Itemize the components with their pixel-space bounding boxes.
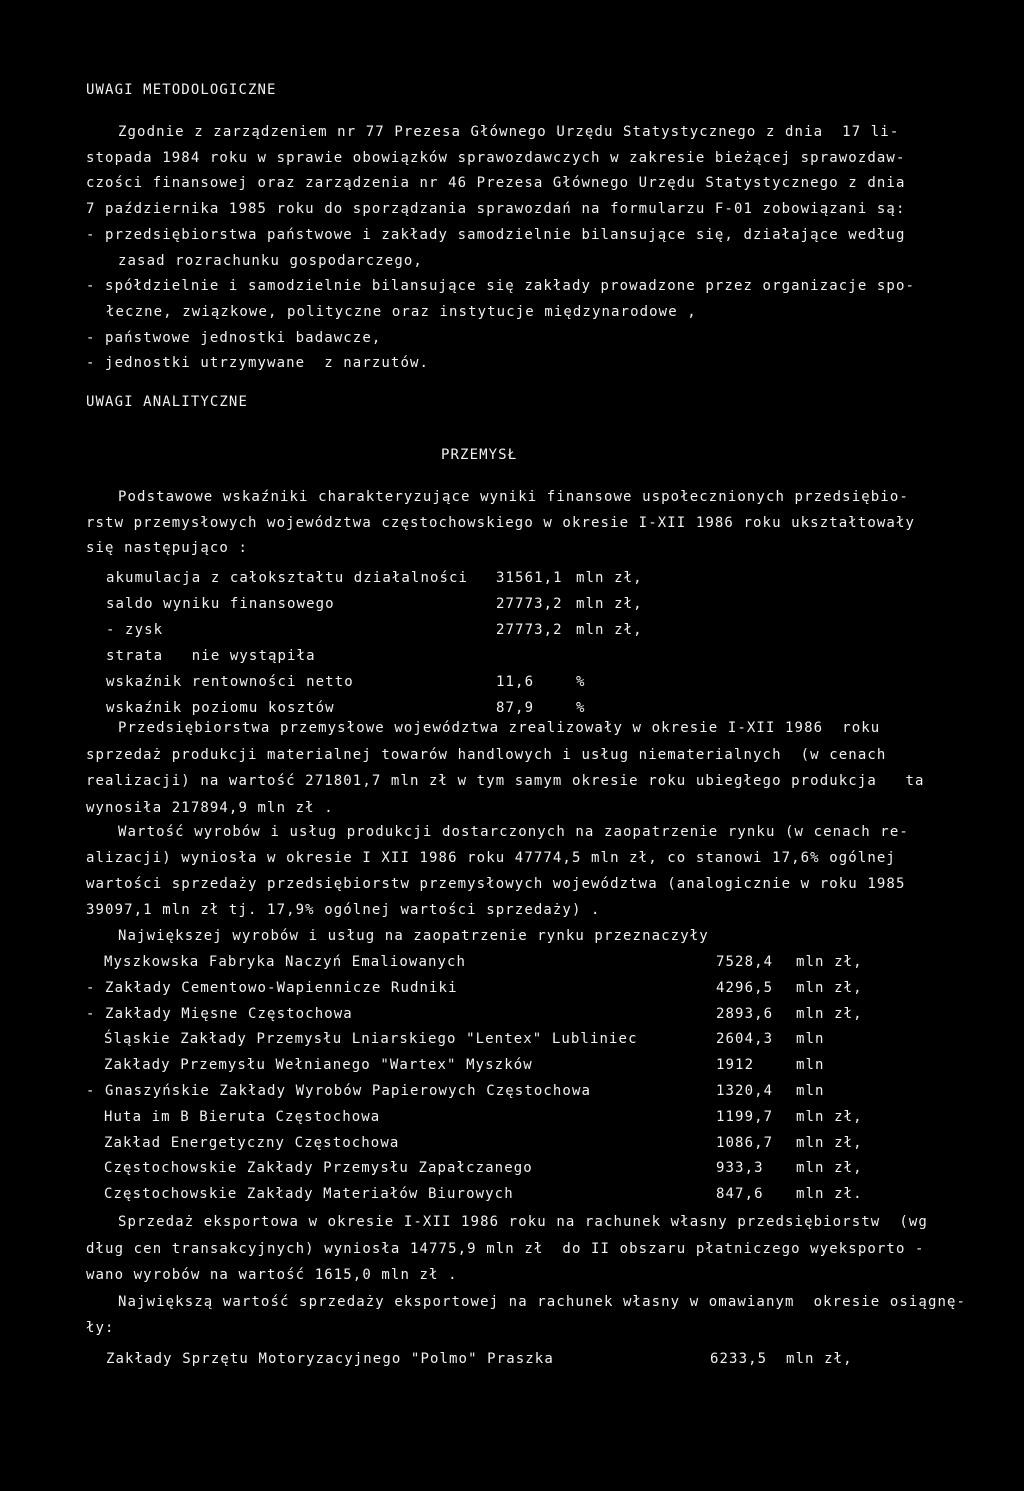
text-line: dług cen transakcyjnych) wyniosła 14775,9 mln zł do II obszaru płatniczego wyeksporto - [86,1240,925,1257]
text-line: - jednostki utrzymywane z narzutów. [86,355,430,372]
text-line: Podstawowe wskaźniki charakteryzujące wyniki finansowe uspołecznionych przedsiębio- [118,489,909,505]
text-line: sprzedaż produkcji materialnej towarów handlowych i usług niematerialnych (w cenach [86,746,887,763]
company-value: 933,3 [716,1160,764,1177]
company-value: 1912 [716,1057,755,1074]
text-line: rstw przemysłowych województwa częstochowskiego w okresie I-XII 1986 roku ukształtowały [86,514,915,531]
company-value: 847,6 [716,1186,764,1203]
text-line: czości finansowej oraz zarządzenia nr 46 Prezesa Głównego Urzędu Statystycznego z dnia [86,175,906,192]
text-line: zasad rozrachunku gospodarczego, [118,252,423,269]
text-line: ły: [86,1320,115,1336]
company-unit: mln [796,1057,825,1074]
indicator-label: wskaźnik rentowności netto [106,674,354,690]
company-unit: mln zł, [796,1134,863,1151]
company-name: Zakład Energetyczny Częstochowa [104,1134,400,1151]
text-line: wartości sprzedaży przedsiębiorstw przemysłowych województwa (analogicznie w roku 1985 [86,876,906,892]
company-unit: mln zł, [796,1160,863,1177]
indicator-value: 31561,1 [496,570,563,586]
company-name: Huta im B Bieruta Częstochowa [104,1108,381,1125]
company-name: Zakłady Przemysłu Wełnianego "Wartex" Myszków [104,1057,533,1074]
company-unit: mln zł, [786,1350,853,1367]
company-name: - Zakłady Mięsne Częstochowa [86,1005,353,1022]
text-line: - państwowe jednostki badawcze, [86,329,382,346]
indicator-label: - zysk [106,622,164,638]
text-line: Największą wartość sprzedaży eksportowej na rachunek własny w omawianym okresie osiągnę- [118,1293,967,1310]
company-value: 6233,5 [710,1350,768,1367]
indicator-unit: % [576,674,586,690]
company-name: - Zakłady Cementowo-Wapiennicze Rudniki [86,979,458,996]
text-line: Wartość wyrobów i usług produkcji dostarczonych na zaopatrzenie rynku (w cenach re- [118,824,909,840]
text-line: wynosiła 217894,9 mln zł . [86,799,334,816]
company-value: 2604,3 [716,1031,774,1048]
text-line: wano wyrobów na wartość 1615,0 mln zł . [86,1267,458,1283]
text-line: stopada 1984 roku w sprawie obowiązków sprawozdawczych w zakresie bieżącej sprawozdaw- [86,149,906,166]
company-value: 2893,6 [716,1005,774,1022]
text-line: alizacji) wyniosła w okresie I XII 1986 roku 47774,5 mln zł, co stanowi 17,6% ogólnej [86,850,896,866]
indicator-unit: % [576,700,586,716]
company-name: Śląskie Zakłady Przemysłu Lniarskiego "Lentex" Lubliniec [104,1031,638,1048]
text-line: się następująco : [86,540,248,556]
indicator-label: strata nie wystąpiła [106,648,316,664]
company-name: Częstochowskie Zakłady Materiałów Biurowych [104,1186,514,1203]
indicator-unit: mln zł, [576,622,643,638]
text-line: 39097,1 mln zł tj. 17,9% ogólnej wartości sprzedaży) . [86,902,601,918]
indicator-label: saldo wyniku finansowego [106,596,335,612]
methodology-heading: UWAGI METODOLOGICZNE [86,82,277,98]
company-name: - Gnaszyńskie Zakłady Wyrobów Papierowych Częstochowa [86,1083,592,1099]
industry-section-title: PRZEMYSŁ [441,447,518,463]
company-value: 4296,5 [716,979,774,996]
company-value: 1320,4 [716,1083,774,1099]
indicator-value: 27773,2 [496,622,563,638]
company-value: 1199,7 [716,1108,774,1125]
company-unit: mln zł, [796,979,863,996]
text-line: Przedsiębiorstwa przemysłowe województwa zrealizowały w okresie I-XII 1986 roku [118,720,881,736]
company-unit: mln zł, [796,1005,863,1022]
company-name: Myszkowska Fabryka Naczyń Emaliowanych [104,954,467,970]
company-name: Częstochowskie Zakłady Przemysłu Zapałczanego [104,1160,533,1177]
text-line: Zgodnie z zarządzeniem nr 77 Prezesa Głównego Urzędu Statystycznego z dnia 17 li- [118,124,900,140]
company-unit: mln zł, [796,1108,863,1125]
indicator-label: wskaźnik poziomu kosztów [106,700,335,716]
text-line: Największej wyrobów i usług na zaopatrzenie rynku przeznaczyły [118,928,709,944]
text-line: łeczne, związkowe, polityczne oraz instytucje międzynarodowe , [106,303,697,320]
company-value: 7528,4 [716,954,774,970]
indicator-value: 27773,2 [496,596,563,612]
indicator-label: akumulacja z całokształtu działalności [106,570,469,586]
text-line: realizacji) na wartość 271801,7 mln zł w tym samym okresie roku ubiegłego produkcja ta [86,773,925,789]
analysis-heading: UWAGI ANALITYCZNE [86,394,248,410]
company-name: Zakłady Sprzętu Motoryzacyjnego "Polmo" Praszka [106,1350,554,1367]
company-value: 1086,7 [716,1134,774,1151]
company-unit: mln [796,1031,825,1048]
text-line: Sprzedaż eksportowa w okresie I-XII 1986 roku na rachunek własny przedsiębiorstw (wg [118,1214,928,1230]
text-line: - spółdzielnie i samodzielnie bilansujące się zakłady prowadzone przez organizacje spo- [86,278,915,295]
indicator-unit: mln zł, [576,570,643,586]
indicator-value: 11,6 [496,674,535,690]
company-unit: mln zł, [796,954,863,970]
indicator-value: 87,9 [496,700,535,716]
company-unit: mln [796,1083,825,1099]
indicator-unit: mln zł, [576,596,643,612]
company-unit: mln zł. [796,1186,863,1203]
text-line: 7 października 1985 roku do sporządzania sprawozdań na formularzu F-01 zobowiązani są: [86,201,906,218]
text-line: - przedsiębiorstwa państwowe i zakłady samodzielnie bilansujące się, działające według [86,226,906,243]
